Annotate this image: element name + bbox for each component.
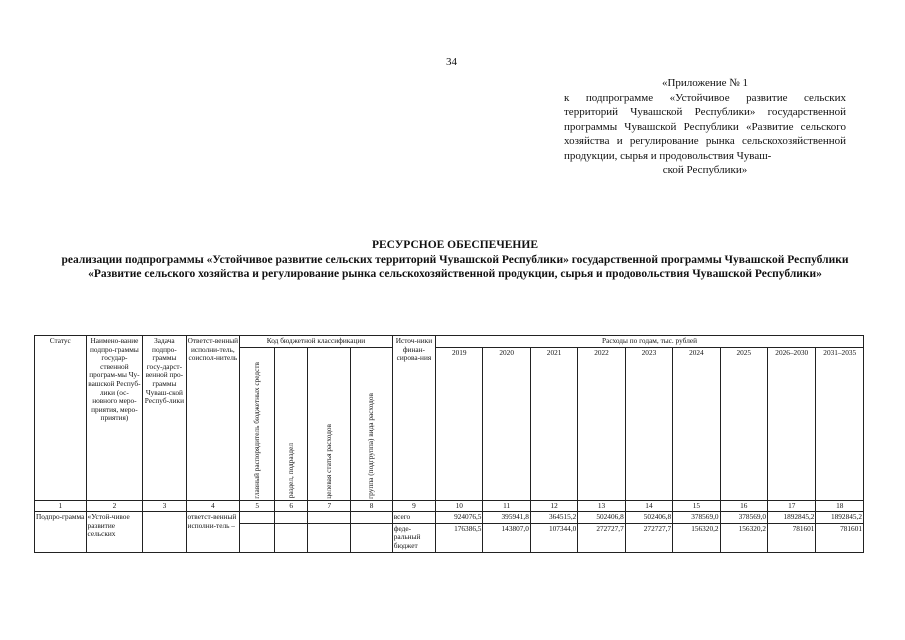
row-code [240, 523, 275, 552]
header-expenses: Расходы по годам, тыс. рублей [436, 336, 864, 348]
header-task: Задача подпро-граммы госу-дарст-венной про-граммы Чуваш-ской Респуб-лики [143, 336, 186, 501]
col-number: 9 [392, 500, 435, 512]
col-number: 3 [143, 500, 186, 512]
row-value: 1892845,2 [768, 512, 816, 524]
row-value: 272727,7 [625, 523, 672, 552]
column-number-row [35, 500, 864, 512]
col-number: 2 [86, 500, 143, 512]
row-value: 156320,2 [673, 523, 720, 552]
row-value: 272727,7 [578, 523, 625, 552]
row-value: 395941,8 [483, 512, 530, 524]
row-value: 924076,5 [436, 512, 483, 524]
header-code-target: целевая статья расходов [308, 347, 351, 500]
col-number: 16 [720, 500, 767, 512]
header-responsible: Ответст-венный исполни-тель, соиспол-нитель [186, 336, 240, 501]
row-code [351, 523, 392, 552]
header-budget-code: Код бюджетной классификации [240, 336, 393, 348]
row-value: 156320,2 [720, 523, 767, 552]
appendix-last-line: ской Республики» [662, 164, 748, 176]
row-task [143, 512, 186, 552]
row-code [275, 512, 308, 524]
row-responsible: ответст-венный исполни-тель – [186, 512, 240, 552]
row-value: 1892845,2 [816, 512, 864, 524]
appendix-body: к подпрограмме «Устойчивое развитие сельских территорий Чувашской Республики» государственной программы Чувашской Республики «Развитие сельского хозяйства и регулирование рынка сельскохозяйственной продукции, сырья и продовольствия Чуваш- [564, 91, 846, 162]
row-code [351, 512, 392, 524]
row-code [275, 523, 308, 552]
document-heading [40, 238, 870, 282]
header-year: 2031–2035 [816, 347, 864, 500]
col-number: 17 [768, 500, 816, 512]
row-value: 781601 [816, 523, 864, 552]
col-number: 15 [673, 500, 720, 512]
col-number: 18 [816, 500, 864, 512]
row-value: 143807,0 [483, 523, 530, 552]
header-year: 2025 [720, 347, 767, 500]
row-code [240, 512, 275, 524]
header-year: 2019 [436, 347, 483, 500]
page-number: 34 [446, 56, 457, 68]
header-year: 2024 [673, 347, 720, 500]
col-number: 14 [625, 500, 672, 512]
header-year: 2023 [625, 347, 672, 500]
header-year: 2022 [578, 347, 625, 500]
table-row [35, 512, 864, 524]
col-number: 8 [351, 500, 392, 512]
col-number: 5 [240, 500, 275, 512]
col-number: 6 [275, 500, 308, 512]
row-value: 378569,0 [673, 512, 720, 524]
row-value: 502406,8 [625, 512, 672, 524]
col-number: 13 [578, 500, 625, 512]
header-year: 2021 [530, 347, 577, 500]
col-number: 7 [308, 500, 351, 512]
col-number: 11 [483, 500, 530, 512]
header-code-section: раздел, подраздел [275, 347, 308, 500]
row-value: 364515,2 [530, 512, 577, 524]
row-code [308, 523, 351, 552]
heading-title: РЕСУРСНОЕ ОБЕСПЕЧЕНИЕ [371, 239, 538, 251]
header-name: Наимено-вание подпро-граммы государ-ственной програм-мы Чу-вашской Респуб-лики (ос-новного меро-приятия, меро-приятия) [86, 336, 143, 501]
resource-table [34, 335, 864, 553]
row-value: 781601 [768, 523, 816, 552]
heading-subtitle: реализации подпрограммы «Устойчивое развитие сельских территорий Чувашской Республики» государственной программы Чувашской Республики «Развитие сельского хозяйства и регулирование рынка сельскохозяйственной продукции, сырья и продовольствия Чувашской Республики» [61, 253, 849, 280]
header-status: Статус [35, 336, 87, 501]
row-source: феде-ральный бюджет [392, 523, 435, 552]
col-number: 12 [530, 500, 577, 512]
header-year: 2020 [483, 347, 530, 500]
row-value: 107344,0 [530, 523, 577, 552]
row-value: 502406,8 [578, 512, 625, 524]
col-number: 1 [35, 500, 87, 512]
header-code-grbs: главный распорядитель бюджетных средств [240, 347, 275, 500]
header-source: Источ-ники финан-сирова-ния [392, 336, 435, 501]
header-row-1 [35, 336, 864, 348]
appendix-block [564, 76, 846, 178]
row-value: 176386,5 [436, 523, 483, 552]
row-source: всего [392, 512, 435, 524]
row-status: Подпро-грамма [35, 512, 87, 552]
row-value: 378569,0 [720, 512, 767, 524]
col-number: 4 [186, 500, 240, 512]
col-number: 10 [436, 500, 483, 512]
header-year: 2026–2030 [768, 347, 816, 500]
header-code-group: группа (подгруппа) вида расходов [351, 347, 392, 500]
row-name: «Устой-чивое развитие сельских [86, 512, 143, 552]
row-code [308, 512, 351, 524]
appendix-title: «Приложение № 1 [661, 77, 749, 89]
